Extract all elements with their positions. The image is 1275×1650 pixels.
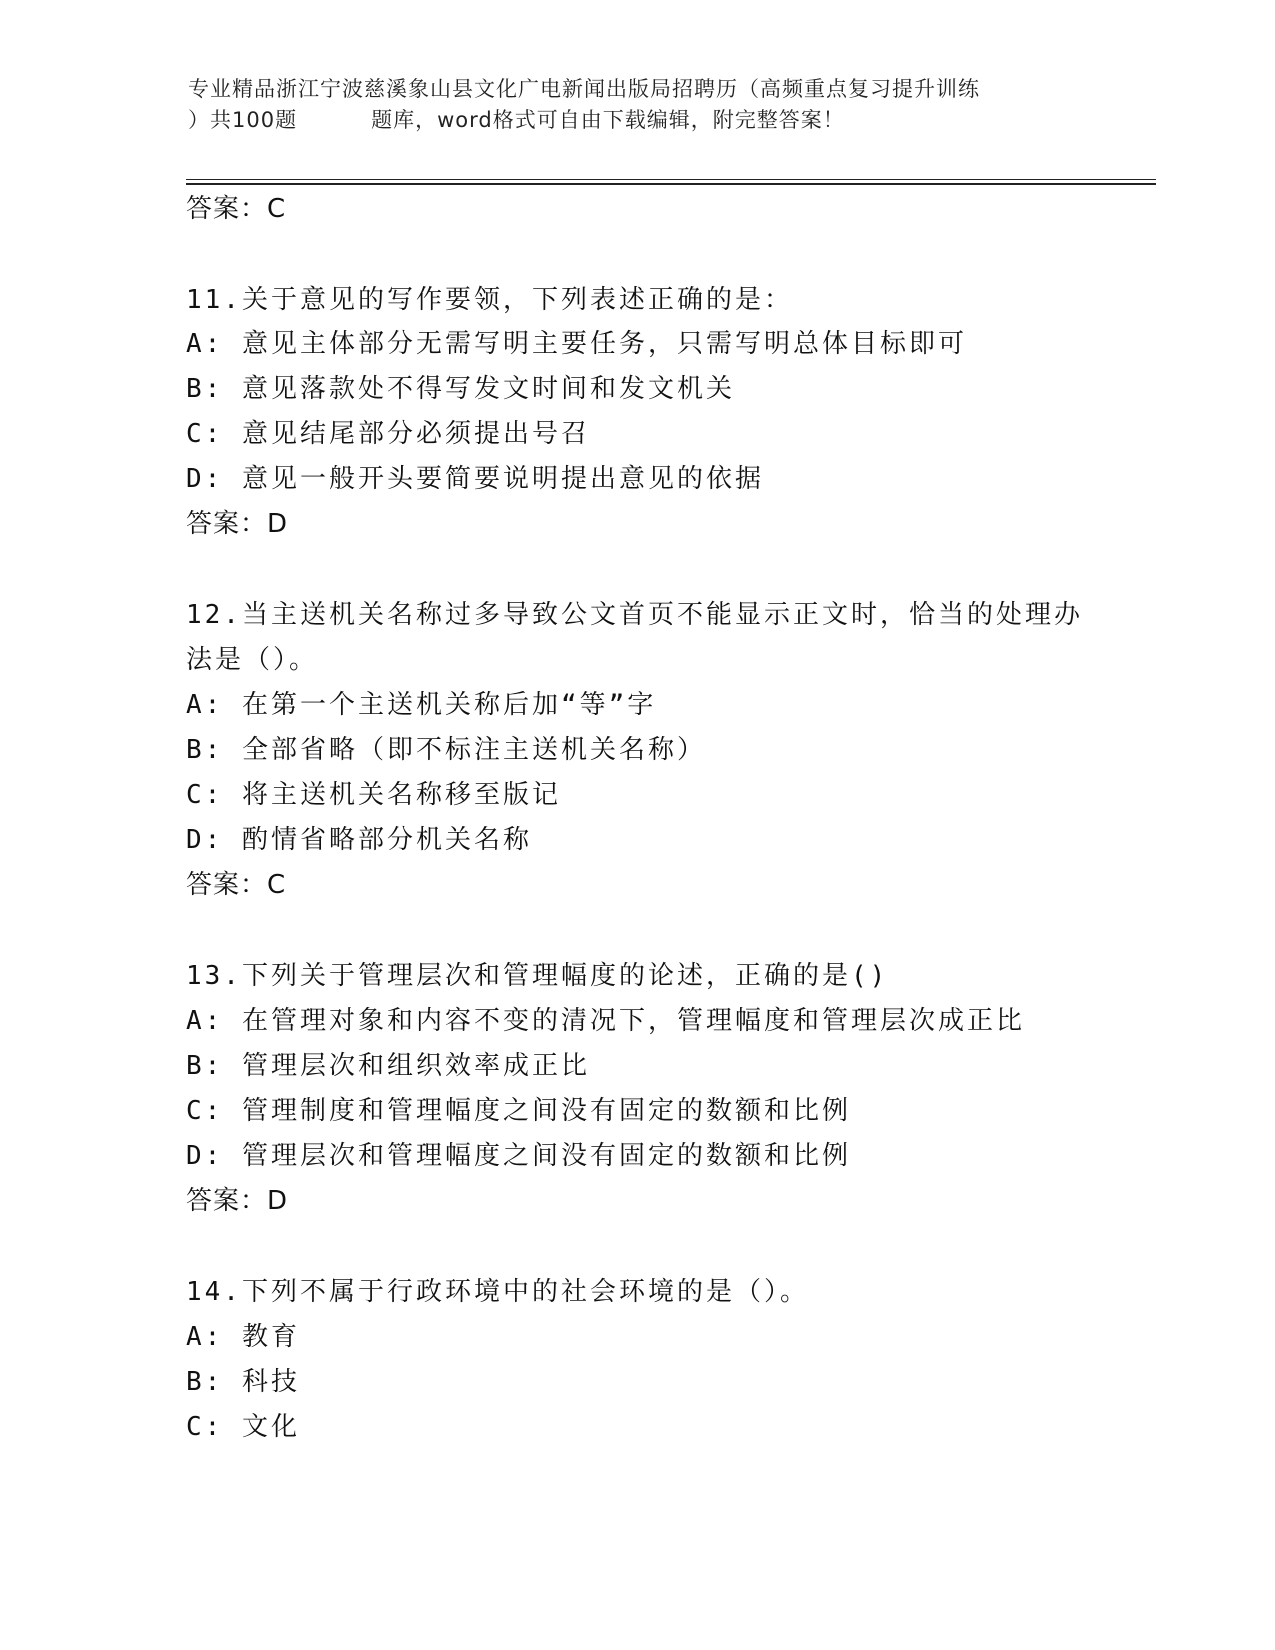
question-12-option-c: C: 将主送机关名称移至版记	[186, 780, 561, 810]
question-14-option-a: A: 教育	[186, 1322, 300, 1352]
question-12-stem-line-1: 12.当主送机关名称过多导致公文首页不能显示正文时，恰当的处理办	[186, 600, 1083, 630]
header-rule-thick	[186, 183, 1156, 185]
question-11-option-a: A: 意见主体部分无需写明主要任务，只需写明总体目标即可	[186, 329, 967, 359]
header-title-part-2: 题库，word格式可自由下载编辑，附完整答案！	[371, 108, 845, 132]
question-12-option-d: D: 酌情省略部分机关名称	[186, 825, 532, 855]
question-13-option-b: B: 管理层次和组织效率成正比	[186, 1051, 590, 1081]
question-14-option-c: C: 文化	[186, 1412, 300, 1442]
question-12-option-b: B: 全部省略（即不标注主送机关名称）	[186, 735, 706, 765]
previous-answer: 答案：C	[186, 194, 287, 224]
page-header	[188, 74, 1088, 136]
question-12-option-a: A: 在第一个主送机关称后加“等”字	[186, 690, 657, 720]
question-13-stem: 13.下列关于管理层次和管理幅度的论述，正确的是()	[186, 961, 889, 991]
question-11-stem: 11.关于意见的写作要领，下列表述正确的是：	[186, 285, 793, 315]
question-11-option-b: B: 意见落款处不得写发文时间和发文机关	[186, 374, 735, 404]
question-12-stem-line-2: 法是（）。	[186, 645, 319, 675]
question-13-option-c: C: 管理制度和管理幅度之间没有固定的数额和比例	[186, 1096, 851, 1126]
question-14-stem: 14.下列不属于行政环境中的社会环境的是（）。	[186, 1277, 809, 1307]
header-title-line-1: 专业精品浙江宁波慈溪象山县文化广电新闻出版局招聘历（高频重点复习提升训练	[188, 77, 980, 101]
question-13-answer: 答案：D	[186, 1186, 289, 1216]
header-rule-thin	[186, 179, 1156, 180]
question-11-option-c: C: 意见结尾部分必须提出号召	[186, 419, 590, 449]
question-12-answer: 答案：C	[186, 870, 287, 900]
header-title-line-2	[188, 105, 1088, 136]
question-13-option-a: A: 在管理对象和内容不变的清况下，管理幅度和管理层次成正比	[186, 1006, 1025, 1036]
question-13-option-d: D: 管理层次和管理幅度之间没有固定的数额和比例	[186, 1141, 851, 1171]
question-11-option-d: D: 意见一般开头要简要说明提出意见的依据	[186, 464, 764, 494]
question-11-answer: 答案：D	[186, 509, 289, 539]
header-title-part-1: ）共100题	[188, 108, 298, 132]
question-14-option-b: B: 科技	[186, 1367, 300, 1397]
